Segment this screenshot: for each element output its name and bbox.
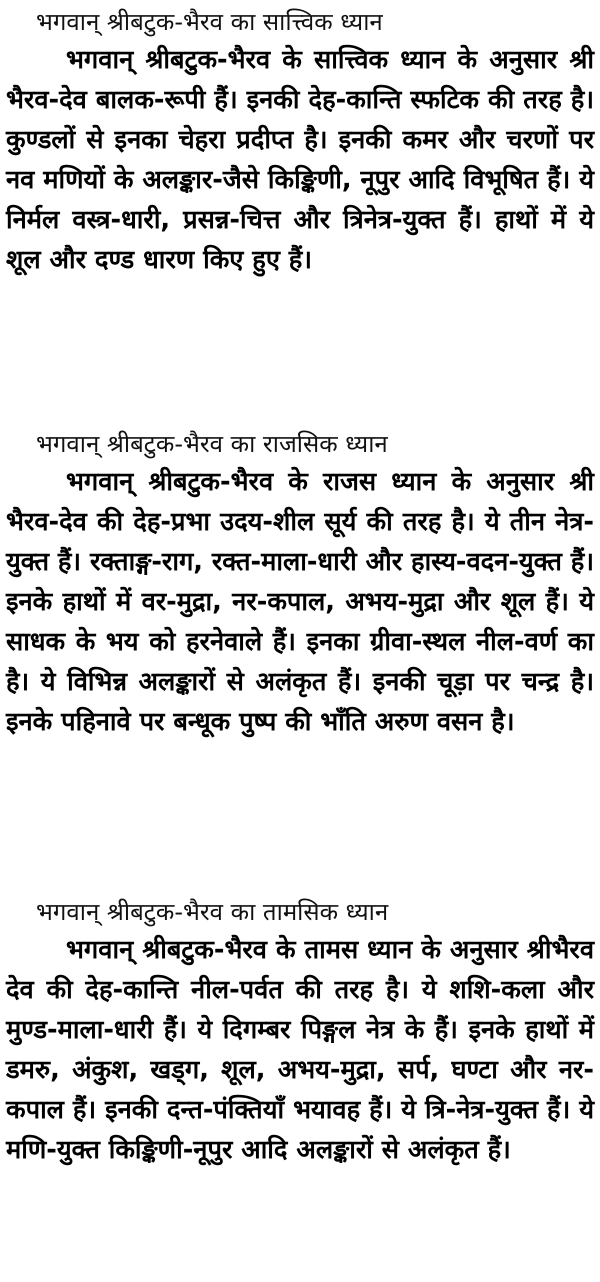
section-heading: भगवान् श्रीबटुक-भैरव का सात्त्विक ध्यान bbox=[36, 8, 383, 36]
section-heading: भगवान् श्रीबटुक-भैरव का तामसिक ध्यान bbox=[36, 898, 389, 926]
section-tamasik-dhyan bbox=[0, 894, 600, 1170]
section-sattvik-dhyan bbox=[0, 4, 600, 280]
section-paragraph: भगवान् श्रीबटुक-भैरव के सात्त्विक ध्यान के अनुसार श्री भैरव-देव बालक-रूपी हैं। इनकी देह-कान्ति स्फटिक की तरह है। कुण्डलों से इनका चेहरा प्रदीप्त है। इनकी कमर और चरणों पर नव मणियों के अलङ्कार-जैसे किङ्किणी, नूपुर आदि विभूषित हैं। ये निर्मल वस्त्र-धारी, प्रसन्न-चित्त और त्रिनेत्र-युक्त हैं। हाथों में ये शूल और दण्ड धारण किए हुए हैं। bbox=[6, 45, 594, 275]
section-rajasik-dhyan bbox=[0, 426, 600, 742]
section-paragraph: भगवान् श्रीबटुक-भैरव के राजस ध्यान के अनुसार श्री भैरव-देव की देह-प्रभा उदय-शील सूर्य की तरह है। ये तीन नेत्र-युक्त हैं। रक्ताङ्ग-राग, रक्त-माला-धारी और हास्य-वदन-युक्त हैं। इनके हाथों में वर-मुद्रा, नर-कपाल, अभय-मुद्रा और शूल हैं। ये साधक के भय को हरनेवाले हैं। इनका ग्रीवा-स्थल नील-वर्ण का है। ये विभिन्न अलङ्कारों से अलंकृत हैं। इनकी चूड़ा पर चन्द्र है। इनके पहिनावे पर बन्धूक पुष्प की भाँति अरुण वसन है। bbox=[6, 467, 594, 737]
section-heading: भगवान् श्रीबटुक-भैरव का राजसिक ध्यान bbox=[36, 430, 388, 458]
section-paragraph: भगवान् श्रीबटुक-भैरव के तामस ध्यान के अनुसार श्रीभैरव देव की देह-कान्ति नील-पर्वत की तरह है। ये शशि-कला और मुण्ड-माला-धारी हैं। ये दिगम्बर पिङ्गल नेत्र के हैं। इनके हाथों में डमरु, अंकुश, खड्ग, शूल, अभय-मुद्रा, सर्प, घण्टा और नर-कपाल हैं। इनकी दन्त-पंक्तियाँ भयावह हैं। ये त्रि-नेत्र-युक्त हैं। ये मणि-युक्त किङ्किणी-नूपुर आदि अलङ्कारों से अलंकृत हैं। bbox=[6, 935, 594, 1165]
